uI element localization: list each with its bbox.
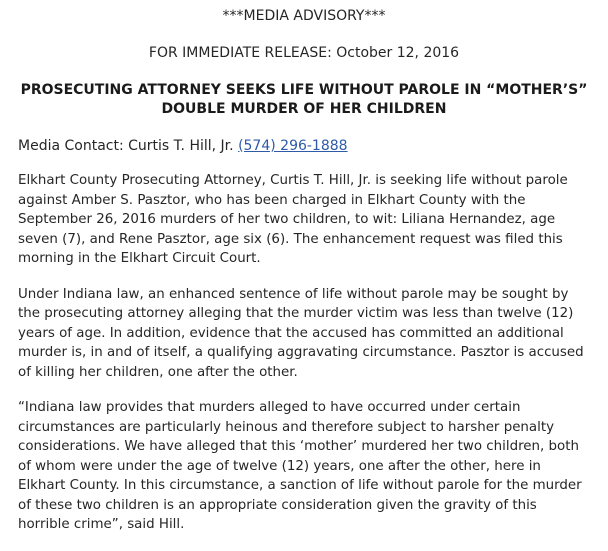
media-contact-label: Media Contact: Curtis T. Hill, Jr. xyxy=(18,138,239,154)
media-contact xyxy=(18,137,590,156)
contact-phone-link[interactable]: (574) 296-1888 xyxy=(238,138,348,154)
release-date-line: FOR IMMEDIATE RELEASE: October 12, 2016 xyxy=(148,45,460,61)
paragraph-2: Under Indiana law, an enhanced sentence of life without parole may be sought by the prosecuting attorney alleging that the murder victim was less than twelve (12) years of age. In addition, evidence that the accused has committed an additional murder is, in and of itself, a qualifying aggravating circumstance. Pasztor is accused of killing her children, one after the other. xyxy=(18,286,584,380)
headline xyxy=(18,81,590,119)
headline-line-2: DOUBLE MURDER OF HER CHILDREN xyxy=(161,101,447,117)
paragraph-3: “Indiana law provides that murders alleged to have occurred under certain circumstances are particularly heinous and therefore subject to harsher penalty considerations. We have alleged that this ‘mother’ murdered her two children, both of whom were under the age of twelve (12) years, one after the other, here in Elkhart County. In this circumstance, a sanction of life without parole for the murder of these two children is an appropriate consideration given the gravity of this horrible crime”, said Hill. xyxy=(18,400,582,532)
media-advisory-label: ***MEDIA ADVISORY*** xyxy=(222,8,386,24)
paragraph-1: Elkhart County Prosecuting Attorney, Curtis T. Hill, Jr. is seeking life without parole against Amber S. Pasztor, who has been charged in Elkhart County with the September 26, 2016 murders of her two children, to wit: Liliana Hernandez, age seven (7), and Rene Pasztor, age six (6). The enhancement request was filed this morning in the Elkhart Circuit Court. xyxy=(18,173,568,266)
headline-line-1: PROSECUTING ATTORNEY SEEKS LIFE WITHOUT PAROLE IN “MOTHER’S” xyxy=(20,82,588,98)
